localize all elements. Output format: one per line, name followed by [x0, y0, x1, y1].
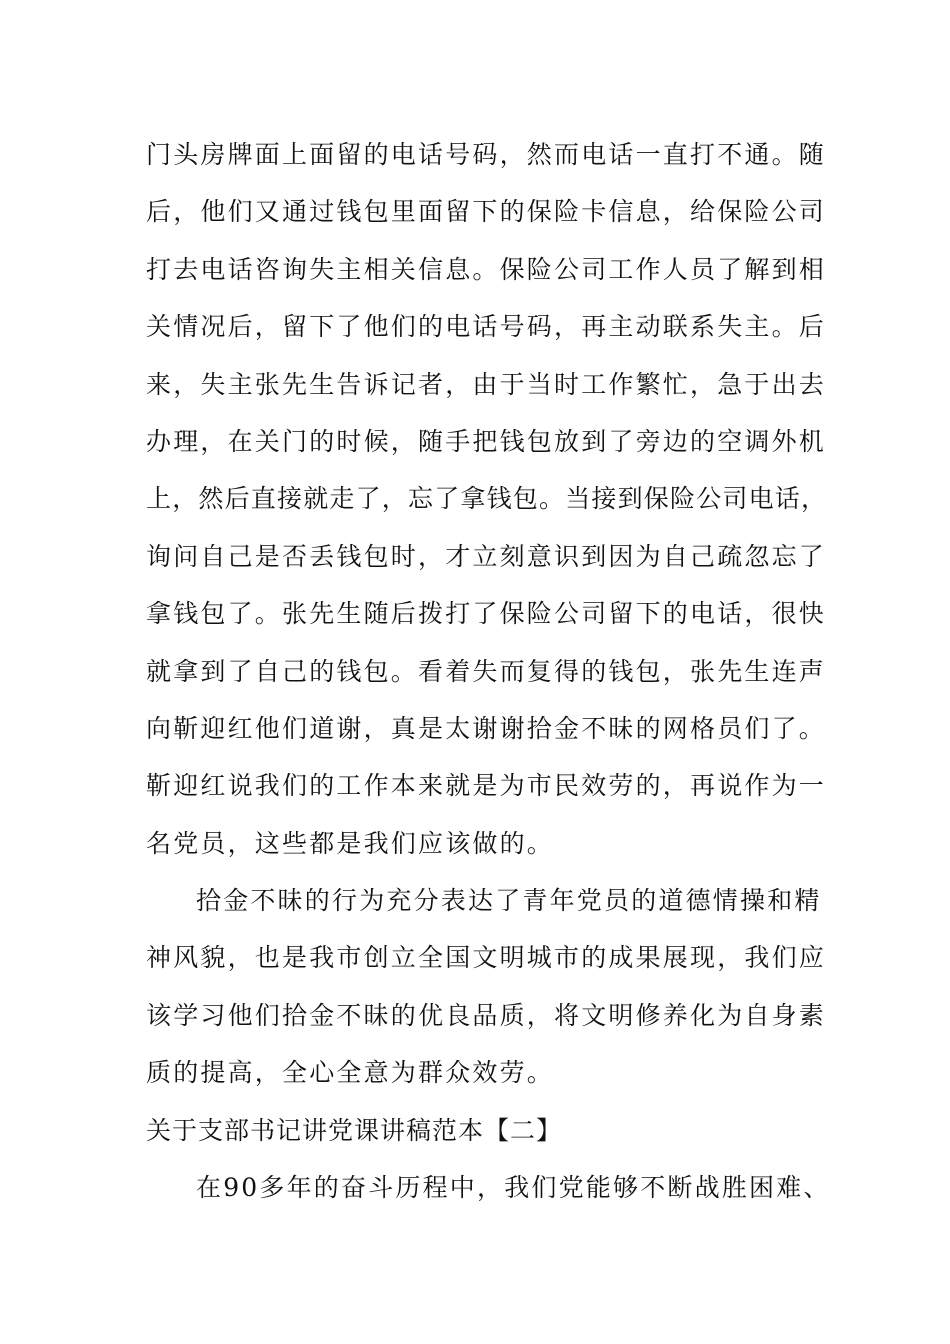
text-line: 该学习他们拾金不昧的优良品质，将文明修养化为自身素	[146, 1000, 827, 1030]
paragraph-first-line: 在90多年的奋斗历程中，我们党能够不断战胜困难、	[196, 1173, 831, 1203]
text-line: 就拿到了自己的钱包。看着失而复得的钱包，张先生连声	[146, 656, 827, 686]
text-line: 上，然后直接就走了，忘了拿钱包。当接到保险公司电话，	[146, 484, 828, 514]
text-line: 来，失主张先生告诉记者，由于当时工作繁忙，急于出去	[146, 369, 827, 399]
text-line: 打去电话咨询失主相关信息。保险公司工作人员了解到相	[146, 254, 827, 284]
paragraph-first-line: 拾金不昧的行为充分表达了青年党员的道德情操和精	[196, 886, 822, 916]
text-line: 神风貌，也是我市创立全国文明城市的成果展现，我们应	[146, 943, 827, 973]
text-line: 门头房牌面上面留的电话号码，然而电话一直打不通。随	[146, 140, 827, 169]
text-line: 向靳迎红他们道谢，真是太谢谢拾金不昧的网格员们了。	[146, 713, 827, 743]
text-line: 关情况后，留下了他们的电话号码，再主动联系失主。后	[146, 312, 827, 342]
text-line: 质的提高，全心全意为群众效劳。	[146, 1058, 555, 1088]
text-line: 名党员，这些都是我们应该做的。	[146, 828, 555, 858]
text-line: 后，他们又通过钱包里面留下的保险卡信息，给保险公司	[146, 197, 827, 227]
body-text	[146, 126, 831, 1216]
text-line: 拿钱包了。张先生随后拨打了保险公司留下的电话，很快	[146, 599, 827, 629]
text-line: 询问自己是否丢钱包时，才立刻意识到因为自己疏忽忘了	[146, 541, 827, 571]
text-line: 靳迎红说我们的工作本来就是为市民效劳的，再说作为一	[146, 771, 827, 801]
text-line: 办理，在关门的时候，随手把钱包放到了旁边的空调外机	[146, 426, 827, 456]
section-heading: 关于支部书记讲党课讲稿范本【二】	[146, 1115, 563, 1145]
